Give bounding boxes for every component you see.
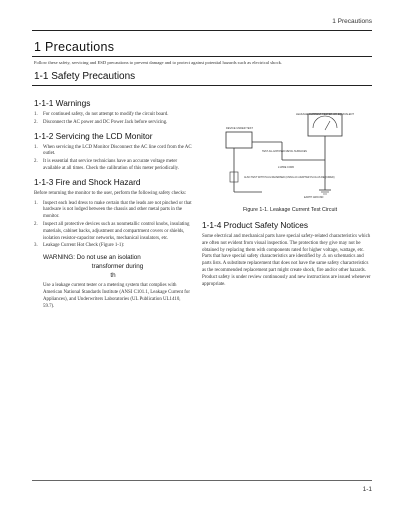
warnings-heading: 1-1-1 Warnings — [34, 98, 91, 108]
fire-heading: 1-1-3 Fire and Shock Hazard — [34, 176, 141, 187]
list-item: 2. Disconnect the AC power and DC Power Jack before servicing. — [34, 119, 168, 125]
page-number: 1-1 — [362, 486, 372, 493]
product-body: Some electrical and mechanical parts have special safety-related characteristics which are often not evident from visual inspection. The protection they give may not be obtained by replacing them with components rated for higher voltage, wattage, etc. Parts that have special safety characteristics are identified by ⚠ on schematics and parts lists. A substitute replacement that does not have the same safety characteristics as the recommended replacement part might create shock, fire and/or other hazards. Product safety is under review continuously and new instructions are issued whenever appropriate. — [202, 234, 371, 287]
header-rule — [32, 30, 372, 31]
title-rule — [32, 56, 372, 57]
fire-tail: Use a leakage current tester or a metering system that complies with American National Standards Institute (ANSI C101.1, Leakage Current for Appliances), and Underwriters Laboratories (UL Publication UL1410, 59.7). — [43, 283, 190, 309]
fire-list — [34, 201, 192, 251]
meter-arc — [313, 116, 337, 128]
page-title: 1 Precautions — [34, 40, 115, 54]
servicing-list — [34, 145, 192, 173]
leakage-circuit-figure — [222, 112, 360, 198]
intro-text: Follow these safety, servicing and ESD precautions to prevent damage and to protect against potential hazards such as electrical shock. — [34, 60, 283, 65]
list-item: 1. Inspect each lead dress to make certain that the leads are not pinched or that hardware is not lodged between the chassis and other metal parts in the monitor. — [34, 200, 192, 220]
list-item: 1. For continued safety, do not attempt to modify the circuit board. — [34, 112, 169, 117]
device-box — [226, 132, 252, 148]
warnings-list — [34, 112, 192, 127]
label-ground: EARTH GROUND — [304, 196, 324, 198]
product-heading: 1-1-4 Product Safety Notices — [202, 220, 309, 230]
fire-lead: Before returning the monitor to the user, perform the following safety checks: — [34, 190, 187, 196]
list-item: 3. Leakage Current Hot Check (Figure 1-1): — [34, 243, 125, 249]
left-column — [34, 98, 192, 313]
meter-needle — [325, 121, 330, 130]
figure-caption: Figure 1-1. Leakage Current Test Circuit — [242, 207, 338, 213]
label-earth: ALSO TEST WITH PLUG REVERSED (USING AC ADAPTER PLUG AS REQUIRED) — [244, 176, 335, 179]
warning-line-3: th — [110, 272, 116, 280]
label-meter: LEAKAGE CURRENT TESTER OR EQUIVALENT — [296, 113, 354, 116]
list-item: 1. When servicing the LCD Monitor Disconnect the AC line cord from the AC outlet. — [34, 144, 192, 157]
running-header: 1 Precautions — [332, 18, 372, 25]
label-test: TEST ALL EXPOSED METAL SURFACES — [262, 150, 307, 153]
label-wire: 2-WIRE CORD — [278, 166, 295, 169]
list-item: 2. It is essential that service technicians have an accurate voltage meter available at all times. Check the calibration of this meter periodically. — [34, 159, 180, 171]
warning-line-2: transformer during — [91, 263, 144, 271]
section-rule — [32, 85, 372, 86]
warning-line-1: WARNING: Do not use an isolation — [43, 254, 141, 262]
footer-rule — [32, 480, 372, 481]
section-title: 1-1 Safety Precautions — [34, 71, 136, 82]
list-item: 2. Inspect all protective devices such as nonmetallic control knobs, insulating materials, cabinet backs, adjustment and compartment covers or shields, isolation resistor-capacitor networks, mechanical insulators, etc. — [34, 221, 190, 241]
servicing-heading: 1-1-2 Servicing the LCD Monitor — [34, 130, 153, 141]
label-device: DEVICE UNDER TEST — [226, 127, 253, 130]
right-column — [202, 220, 372, 291]
